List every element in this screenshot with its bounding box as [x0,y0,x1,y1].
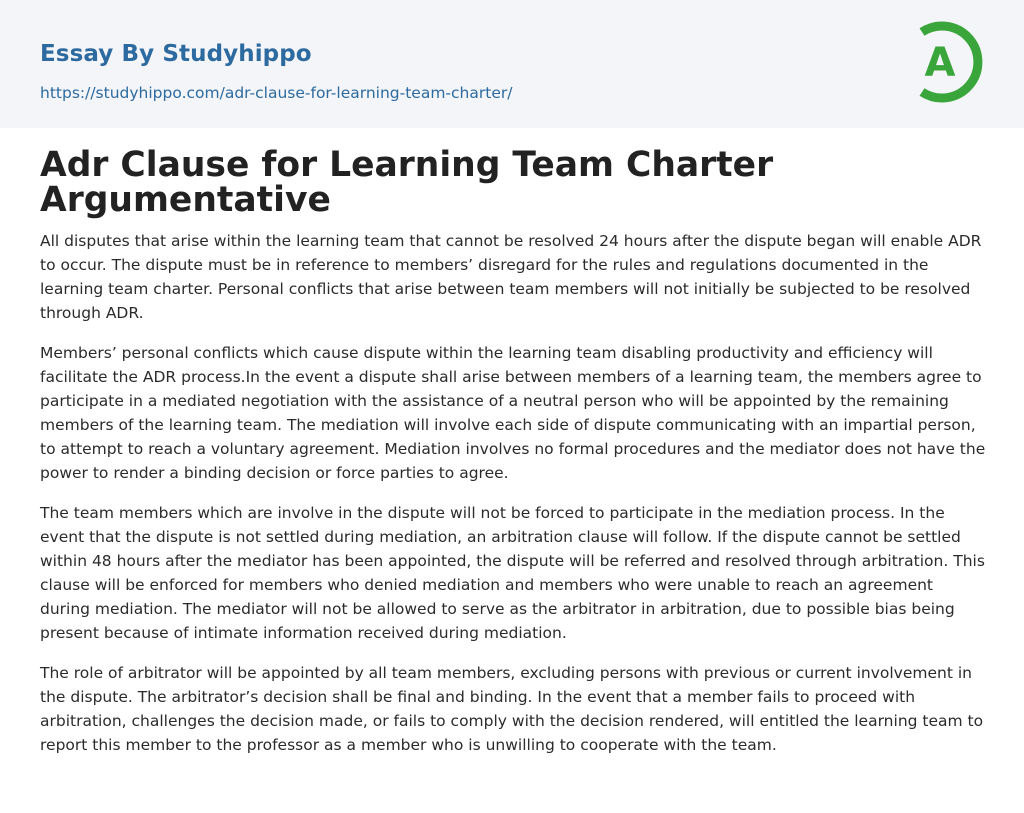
site-header [0,0,1024,128]
article-body [40,229,986,773]
article-paragraph: The team members which are involve in the dispute will not be forced to participate in the mediation process. In the event that the dispute is not settled during mediation, an arbitration clause will follow. If the dispute cannot be settled within 48 hours after the mediator has been appointed, the dispute will be referred and resolved through arbitration. This clause will be enforced for members who denied mediation and members who were unable to reach an agreement during mediation. The mediator will not be allowed to serve as the arbitrator in arbitration, due to possible bias being present because of intimate information received during mediation. [40,504,985,642]
article-paragraph: The role of arbitrator will be appointed by all team members, excluding persons with previous or current involvement in the dispute. The arbitrator’s decision shall be final and binding. In the event that a member fails to proceed with arbitration, challenges the decision made, or fails to comply with the decision rendered, will entitled the learning team to report this member to the professor as a member who is unwilling to cooperate with the team. [40,664,984,754]
site-brand[interactable]: Essay By Studyhippo [40,41,312,67]
article-url-link[interactable]: https://studyhippo.com/adr-clause-for-learning-team-charter/ [40,84,513,102]
logo-letter: A [924,40,956,86]
article-paragraph: Members’ personal conflicts which cause dispute within the learning team disabling productivity and efficiency will facilitate the ADR process.In the event a dispute shall arise between members of a learning team, the members agree to participate in a mediated negotiation with the assistance of a neutral person who will be appointed by the remaining members of the learning team. The mediation will involve each side of dispute communicating with an impartial person, to attempt to reach a voluntary agreement. Mediation involves no formal procedures and the mediator does not have the power to render a binding decision or force parties to agree. [40,344,986,482]
studyhippo-logo-icon[interactable] [912,18,988,106]
article-paragraph: All disputes that arise within the learning team that cannot be resolved 24 hours after the dispute began will enable ADR to occur. The dispute must be in reference to members’ disregard for the rules and regulations documented in the learning team charter. Personal conflicts that arise between team members will not initially be subjected to be resolved through ADR. [40,232,982,322]
article-title: Adr Clause for Learning Team Charter Argumentative [40,145,774,220]
